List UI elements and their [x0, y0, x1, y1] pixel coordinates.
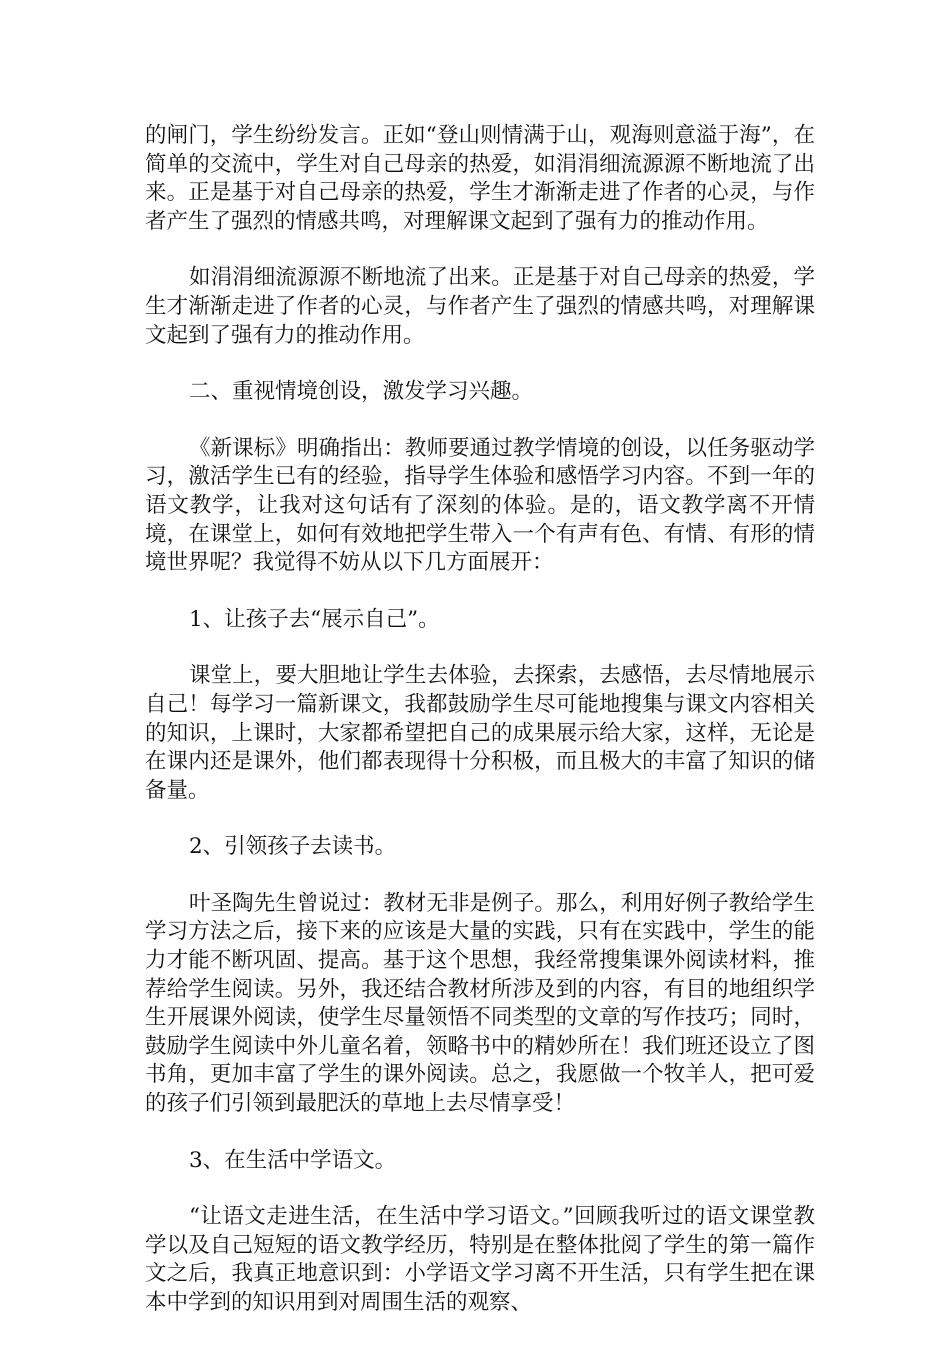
- paragraph-continuation: 的闸门，学生纷纷发言。正如“登山则情满于山，观海则意溢于海”，在简单的交流中，学生对自己母亲的热爱，如涓涓细流源源不断地流了出来。正是基于对自己母亲的热爱，学生才渐渐走进了作者的心灵，与作者产生了强烈的情感共鸣，对理解课文起到了强有力的推动作用。: [145, 123, 815, 234]
- subsection-heading: 1、让孩子去“展示自己”。: [189, 606, 440, 632]
- paragraph-body: 叶圣陶先生曾说过：教材无非是例子。那么，利用好例子教给学生学习方法之后，接下来的应该是大量的实践，只有在实践中，学生的能力才能不断巩固、提高。基于这个思想，我经常搜集课外阅读材料，推荐给学生阅读。另外，我还结合教材所涉及到的内容，有目的地组织学生开展课外阅读，使学生尽量领悟不同类型的文章的写作技巧；同时，鼓励学生阅读中外儿童名着，领略书中的精妙所在！我们班还设立了图书角，更加丰富了学生的课外阅读。总之，我愿做一个牧羊人，把可爱的孩子们引领到最肥沃的草地上去尽情享受！: [145, 890, 815, 1117]
- paragraph-body: “让语文走进生活，在生活中学习语文。”回顾我听过的语文课堂教学以及自己短短的语文教学经历，特别是在整体批阅了学生的第一篇作文之后，我真正地意识到：小学语文学习离不开生活，只有学生把在课本中学到的知识用到对周围生活的观察、: [145, 1204, 815, 1315]
- paragraph-body: 《新课标》明确指出：教师要通过教学情境的创设，以任务驱动学习，激活学生已有的经验，指导学生体验和感悟学习内容。不到一年的语文教学，让我对这句话有了深刻的体验。是的，语文教学离不开情境，在课堂上，如何有效地把学生带入一个有声有色、有情、有形的情境世界呢？我觉得不妨从以下几方面展开：: [145, 435, 815, 576]
- subsection-heading: 2、引领孩子去读书。: [189, 834, 397, 860]
- paragraph-body: 如涓涓细流源源不断地流了出来。正是基于对自己母亲的热爱，学生才渐渐走进了作者的心灵，与作者产生了强烈的情感共鸣，对理解课文起到了强有力的推动作用。: [145, 265, 815, 348]
- section-heading: 二、重视情境创设，激发学习兴趣。: [189, 379, 534, 405]
- subsection-heading: 3、在生活中学语文。: [189, 1147, 397, 1173]
- paragraph-body: 课堂上，要大胆地让学生去体验，去探索，去感悟，去尽情地展示自己！每学习一篇新课文，我都鼓励学生尽可能地搜集与课文内容相关的知识，上课时，大家都希望把自己的成果展示给大家，这样，无论是在课内还是课外，他们都表现得十分积极，而且极大的丰富了知识的储备量。: [145, 663, 815, 803]
- document-page: [145, 122, 815, 1346]
